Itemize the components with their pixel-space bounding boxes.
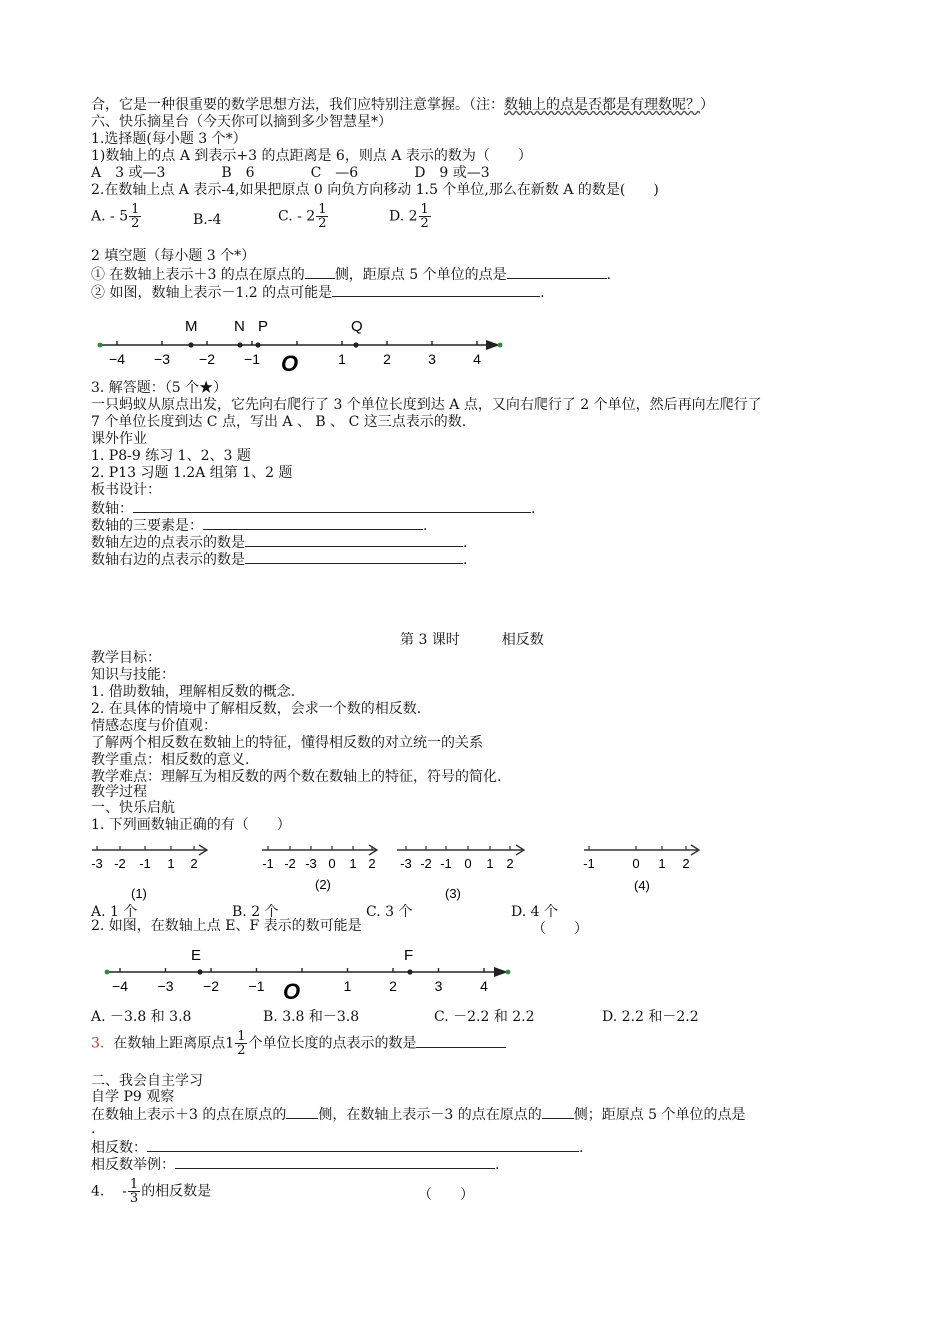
point-p — [255, 342, 260, 347]
choice-q1: 1)数轴上的点 A 到表示+3 的点距离是 6，则点 A 表示的数为（ ） — [91, 148, 532, 164]
option-a-prefix: A. - 5 — [91, 208, 129, 225]
board-right-label: 数轴右边的点表示的数是 — [91, 552, 245, 568]
choice-q1-options: A 3 或—3 B 6 C —6 D 9 或—3 — [91, 165, 490, 181]
q1-option-a: A. 1 个 — [91, 904, 138, 920]
skill-2: 2. 在具体的情境中了解相反数，会求一个数的相反数. — [91, 701, 422, 717]
q4-paren: （ ） — [418, 1187, 474, 1203]
axis2-tick-label: 2 — [389, 978, 397, 994]
point-q-label: Q — [351, 318, 363, 335]
axis1-tick-label: 4 — [473, 351, 481, 367]
q4-num: 1 — [129, 1177, 139, 1192]
axis-option-2 — [258, 840, 388, 900]
self-study: 自学 P9 观察 — [91, 1089, 175, 1105]
fill-q1-text-a: ① 在数轴上表示＋3 的点在原点的 — [91, 267, 305, 283]
number-line-mnpq — [88, 312, 508, 378]
skill-1: 1. 借助数轴，理解相反数的概念. — [91, 684, 296, 700]
option-d-prefix: D. 2 — [389, 208, 418, 225]
q3-num: 1 — [237, 1029, 246, 1044]
board-left-blank[interactable] — [245, 533, 463, 547]
fill-q1-blank-1[interactable] — [305, 265, 335, 279]
q4-den: 3 — [129, 1191, 139, 1206]
axis1-tick-label: −2 — [199, 351, 215, 367]
intro-text: 合，它是一种很重要的数学思想方法，我们应特别注意掌握。（注： — [91, 97, 504, 113]
observe-blank-1[interactable] — [286, 1105, 318, 1119]
fill-q2-period: . — [540, 285, 545, 301]
option-d-num: 1 — [420, 202, 429, 217]
option-c-den: 2 — [318, 216, 327, 231]
axis-option-3-tick-label: 1 — [486, 856, 494, 871]
q3-text-b: 个单位长度的点表示的数是 — [248, 1035, 417, 1052]
board-design-heading: 板书设计： — [91, 482, 161, 498]
axis-option-4-tick-label: 0 — [632, 856, 640, 871]
process-heading: 教学过程 — [91, 784, 147, 800]
point-n-label: N — [234, 318, 245, 335]
point-f-label: F — [404, 947, 414, 964]
board-right-period: . — [463, 552, 468, 568]
goals-heading: 教学目标： — [91, 650, 161, 666]
choice-q2-option-a — [91, 203, 142, 230]
observe-text-b: 侧，在数轴上表示－3 的点在原点的 — [318, 1107, 542, 1123]
fill-q2 — [91, 283, 545, 301]
point-m-label: M — [185, 318, 198, 335]
lesson-title: 第 3 课时 相反数 — [400, 632, 544, 648]
observe-period: . — [91, 1121, 96, 1137]
axis1-tick-label: −4 — [109, 351, 125, 367]
q4-text: 的相反数是 — [141, 1183, 212, 1200]
choice-q2-option-c — [278, 203, 329, 230]
board-axis — [91, 499, 535, 517]
option-d-den: 2 — [420, 216, 429, 231]
homework-heading: 课外作业 — [91, 431, 147, 447]
board-axis-blank[interactable] — [133, 499, 531, 513]
option-c-prefix: C. - 2 — [278, 208, 316, 225]
q3-whole: 1 — [225, 1035, 235, 1052]
board-right — [91, 550, 467, 568]
note-question: 数轴上的点是否都是有理数呢？ — [504, 97, 700, 113]
axis-option-1-tick-label: -1 — [139, 856, 151, 871]
point-q — [353, 342, 358, 347]
axis-option-4-label: (4) — [634, 878, 650, 893]
skills-heading: 知识与技能： — [91, 667, 175, 683]
axis2-tick-label: 3 — [434, 978, 443, 994]
axis-option-1-tick-label: -3 — [91, 856, 103, 871]
board-elements — [91, 516, 427, 534]
axis1-tick-label: 1 — [338, 351, 346, 367]
solve-heading: 3. 解答题：（5 个★） — [91, 380, 228, 396]
board-left-label: 数轴左边的点表示的数是 — [91, 535, 245, 551]
axis-option-3-tick-label: -2 — [420, 856, 432, 871]
q3-number: 3. — [91, 1035, 105, 1052]
axis-option-2-tick-label: -2 — [284, 856, 296, 871]
axis-option-1-tick-label: 2 — [190, 856, 198, 871]
axis-option-3-tick-label: -3 — [400, 856, 412, 871]
observe-blank-2[interactable] — [542, 1105, 574, 1119]
choice-q2-option-d — [389, 203, 432, 230]
point-e-label: E — [191, 947, 202, 964]
number-line-ef — [95, 944, 520, 1004]
solve-q-line2: 7 个单位长度到达 C 点，写出 A 、 B 、 C 这三点表示的数. — [91, 414, 467, 430]
q1-option-b: B. 2 个 — [232, 904, 279, 920]
q2-option-b: B. 3.8 和－3.8 — [263, 1009, 360, 1025]
observe-text-c: 侧；距原点 5 个单位的点是 — [573, 1107, 746, 1123]
axis2-tick-label: −3 — [157, 978, 174, 994]
board-axis-period: . — [531, 501, 536, 517]
fill-q1 — [91, 265, 611, 283]
axis-option-4 — [580, 840, 710, 900]
fill-q1-period: . — [606, 267, 612, 283]
intro-close: ） — [700, 97, 714, 113]
board-right-blank[interactable] — [245, 550, 463, 564]
q3-line — [91, 1030, 506, 1057]
homework-item-1: 1. P8-9 练习 1、2、3 题 — [91, 448, 251, 464]
fill-q2-text: ② 如图，数轴上表示－1.2 的点可能是 — [91, 285, 333, 301]
axis2-tick-label: −2 — [203, 978, 219, 994]
opposite-def — [91, 1138, 583, 1156]
axis-option-2-tick-label: -3 — [305, 856, 317, 871]
board-left-period: . — [463, 535, 468, 551]
opposite-examples — [91, 1155, 499, 1173]
axis1-tick-label: 3 — [428, 351, 436, 367]
axis-option-1-tick-label: -2 — [114, 856, 126, 871]
axis-option-2-tick-label: 1 — [349, 856, 357, 871]
choice-heading: 1.选择题(每小题 3 个*） — [91, 131, 247, 147]
point-e — [197, 969, 202, 974]
axis-option-4-tick-label: 2 — [682, 856, 690, 871]
opposite-examples-label: 相反数举例： — [91, 1157, 175, 1173]
observe-text-a: 在数轴上表示＋3 的点在原点的 — [91, 1107, 287, 1123]
fill-q1-text-b: 侧，距原点 5 个单位的点是 — [334, 267, 507, 283]
part-one-heading: 一、快乐启航 — [91, 800, 175, 816]
axis2-tick-label: −1 — [248, 978, 265, 994]
q3-blank[interactable] — [416, 1034, 506, 1048]
q1-text: 1. 下列画数轴正确的有（ ） — [91, 817, 291, 833]
q2-paren: （ ） — [532, 921, 588, 937]
point-m — [188, 342, 193, 347]
q2-option-d: D. 2.2 和－2.2 — [602, 1009, 699, 1025]
board-axis-label: 数轴： — [91, 501, 133, 517]
opposite-def-label: 相反数： — [91, 1140, 147, 1156]
section-six-heading: 六、快乐摘星台（今天你可以摘到多少智慧星*） — [91, 114, 392, 130]
choice-q2: 2.在数轴上点 A 表示-4,如果把原点 0 向负方向移动 1.5 个单位,那么在新数 A 的数是( ) — [91, 182, 659, 198]
option-a-den: 2 — [131, 216, 140, 231]
point-p-label: P — [258, 318, 269, 335]
fill-q2-blank[interactable] — [332, 283, 540, 297]
option-c-num: 1 — [318, 202, 327, 217]
axis-option-2-label: (2) — [315, 877, 331, 892]
axis-option-4-tick-label: 1 — [658, 856, 666, 871]
opposite-def-blank[interactable] — [147, 1138, 579, 1152]
fill-q1-blank-2[interactable] — [507, 265, 607, 279]
axis-option-3-tick-label: 0 — [464, 856, 472, 871]
key-point: 教学重点：相反数的意义. — [91, 752, 250, 768]
axis1-tick-label: 2 — [383, 351, 391, 367]
q2-option-c: C. －2.2 和 2.2 — [434, 1009, 535, 1025]
axis-option-1 — [88, 840, 218, 904]
axis-option-2-tick-label: -1 — [262, 856, 274, 871]
axis-option-3-tick-label: 2 — [506, 856, 514, 871]
axis1-tick-label: −3 — [154, 351, 170, 367]
part-two-heading: 二、我会自主学习 — [91, 1073, 203, 1089]
axis-option-1-tick-label: 1 — [167, 856, 175, 871]
axis-option-3-tick-label: -1 — [440, 856, 452, 871]
q2-option-a: A. －3.8 和 3.8 — [91, 1009, 192, 1025]
axis-option-2-tick-label: 0 — [328, 856, 336, 871]
q3-den: 2 — [237, 1043, 246, 1058]
opposite-examples-period: . — [495, 1157, 500, 1173]
observe-text — [91, 1105, 746, 1123]
q1-option-d: D. 4 个 — [511, 904, 558, 920]
board-elements-blank[interactable] — [203, 516, 423, 530]
attitude-heading: 情感态度与价值观： — [91, 718, 217, 734]
difficult-point: 教学难点：理解互为相反数的两个数在数轴上的特征，符号的简化. — [91, 769, 502, 785]
opposite-examples-blank[interactable] — [175, 1155, 495, 1169]
attitude-text: 了解两个相反数在数轴上的特征，懂得相反数的对立统一的关系 — [91, 735, 483, 751]
axis-option-4-tick-label: -1 — [583, 856, 595, 871]
fill-heading: 2 填空题（每小题 3 个*） — [91, 248, 256, 264]
point-f — [407, 969, 412, 974]
opposite-def-period: . — [579, 1140, 584, 1156]
axis2-origin-label: O — [283, 979, 301, 1004]
option-a-num: 1 — [131, 202, 140, 217]
axis1-origin-label: O — [281, 351, 299, 376]
solve-q-line1: 一只蚂蚁从原点出发，它先向右爬行了 3 个单位长度到达 A 点，又向右爬行了 2 个单位，然后再向左爬行了 — [91, 397, 762, 413]
board-elements-label: 数轴的三要素是： — [91, 518, 203, 534]
choice-q2-option-b: B.-4 — [193, 212, 222, 228]
axis2-tick-label: −4 — [112, 978, 128, 994]
axis-option-3-label: (3) — [445, 886, 461, 901]
axis2-tick-label: 4 — [480, 978, 488, 994]
q4-number: 4. — [91, 1183, 105, 1200]
axis-option-3 — [393, 840, 533, 906]
homework-item-2: 2. P13 习题 1.2A 组第 1、2 题 — [91, 465, 293, 481]
point-n — [237, 342, 242, 347]
q1-option-c: C. 3 个 — [366, 904, 413, 920]
axis-option-1-label: (1) — [131, 886, 147, 901]
q4-line — [91, 1178, 211, 1205]
board-left — [91, 533, 467, 551]
board-elements-period: . — [423, 518, 428, 534]
intro-line — [91, 97, 714, 113]
axis-option-2-tick-label: 2 — [368, 856, 376, 871]
axis2-tick-label: 1 — [343, 978, 352, 994]
q3-text-a: 在数轴上距离原点 — [113, 1035, 226, 1052]
q2-text: 2. 如图，在数轴上点 E、F 表示的数可能是 — [91, 918, 362, 934]
q4-sign: - — [122, 1183, 127, 1200]
axis1-tick-label: −1 — [244, 351, 260, 367]
